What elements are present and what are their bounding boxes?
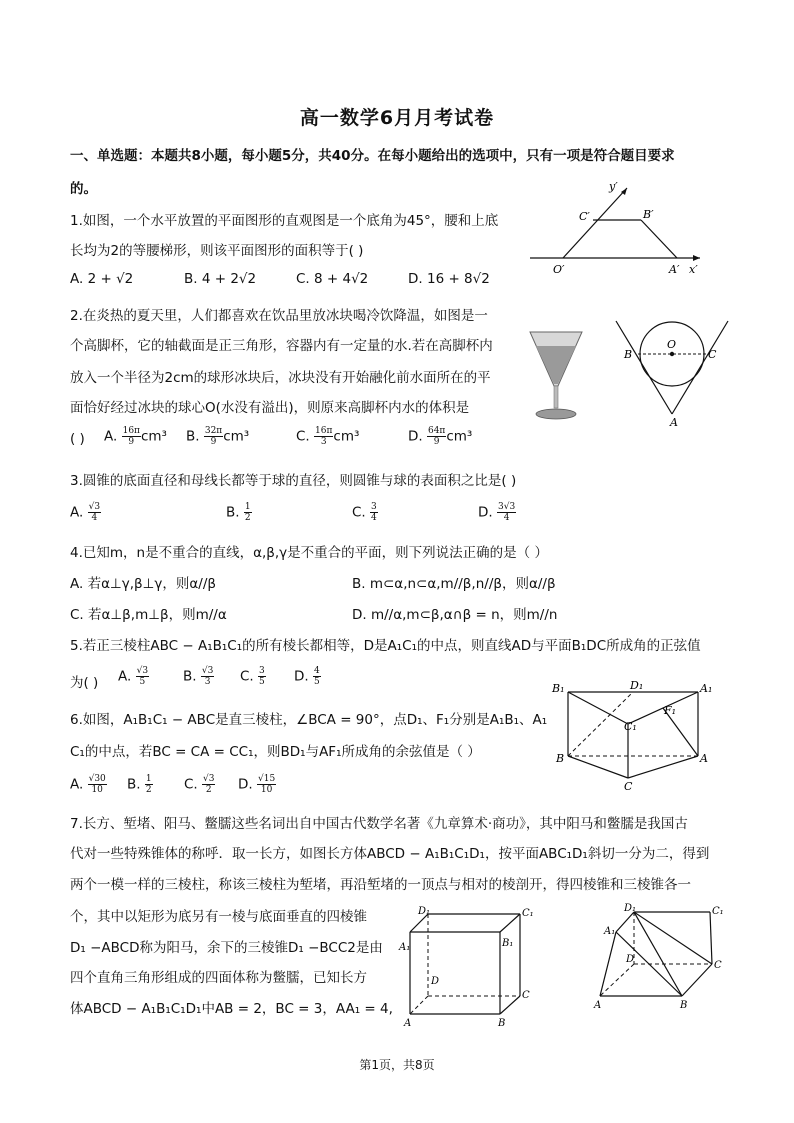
q3-option-b[interactable]: B. $\frac{1}{2}$ bbox=[226, 502, 251, 523]
q5-answer-blank: 为( ) bbox=[70, 675, 99, 691]
q2-option-b[interactable]: B. $\frac{32\pi}{9}$ cm³ bbox=[186, 426, 250, 447]
q6-option-c[interactable]: C. $\frac{√3}{2}$ bbox=[184, 774, 215, 795]
fig7b-label-d: D bbox=[626, 954, 635, 965]
fig7a-label-c: C bbox=[522, 990, 530, 1001]
q7-cuboid-figure bbox=[398, 902, 540, 1030]
q7-line4: 个，其中以矩形为底另有一棱与底面垂直的四棱锥 bbox=[70, 909, 367, 925]
fig6-label-f1: F₁ bbox=[664, 704, 677, 717]
q6-option-b[interactable]: B. $\frac{1}{2}$ bbox=[127, 774, 152, 795]
q5-line1: 5.若正三棱柱ABC − A₁B₁C₁的所有棱长都相等，D是A₁C₁的中点，则直线AD与平面B₁DC所成角的正弦值 bbox=[70, 638, 701, 654]
q6-option-d[interactable]: D. $\frac{√15}{10}$ bbox=[238, 774, 276, 795]
q7-line7: 体ABCD − A₁B₁C₁D₁中AB = 2，BC = 3，AA₁ = 4, bbox=[70, 1001, 393, 1017]
fig1-label-o: O′ bbox=[553, 263, 565, 276]
q6-line2: C₁的中点，若BC = CA = CC₁，则BD₁与AF₁所成角的余弦值是（ ） bbox=[70, 744, 481, 760]
section-heading: 一、单选题：本题共8小题，每小题5分，共40分。在每小题给出的选项中，只有一项是符合题目要求 bbox=[70, 148, 675, 164]
q7-line2: 代对一些特殊锥体的称呼．取一长方，如图长方体ABCD − A₁B₁C₁D₁，按平面ABC₁D₁斜切一分为二，得到 bbox=[70, 846, 710, 862]
fig7a-label-c1: C₁ bbox=[522, 908, 534, 919]
q7-line5: D₁ −ABCD称为阳马，余下的三棱锥D₁ −BCC2是由 bbox=[70, 940, 383, 956]
fig7a-label-a: A bbox=[404, 1018, 412, 1029]
q7-cut-solid-figure bbox=[590, 900, 730, 1012]
q3-option-d[interactable]: D. $\frac{3√3}{4}$ bbox=[478, 502, 516, 523]
q2-option-c[interactable]: C. $\frac{16\pi}{3}$ cm³ bbox=[296, 426, 360, 447]
q1-option-d[interactable]: D. 16 + 8√2 bbox=[408, 271, 490, 287]
fig6-label-c1: C₁ bbox=[624, 720, 637, 733]
q5-option-c[interactable]: C. $\frac{3}{5}$ bbox=[240, 666, 265, 687]
fig7b-label-c: C bbox=[714, 960, 722, 971]
section-heading-cont: 的。 bbox=[70, 181, 97, 197]
fig6-label-d1: D₁ bbox=[630, 679, 644, 692]
fig7a-label-d: D bbox=[431, 976, 440, 987]
q4-option-d[interactable]: D. m//α,m⊂β,α∩β = n，则m//n bbox=[352, 607, 558, 623]
page-footer: 第1页，共8页 bbox=[359, 1058, 435, 1072]
q2-option-d[interactable]: D. $\frac{64\pi}{9}$ cm³ bbox=[408, 426, 473, 447]
q1-line1: 1.如图，一个水平放置的平面图形的直观图是一个底角为45°，腰和上底 bbox=[70, 213, 499, 229]
q5-option-a[interactable]: A. $\frac{√3}{5}$ bbox=[118, 666, 149, 687]
q1-line2: 长均为2的等腰梯形，则该平面图形的面积等于( ) bbox=[70, 243, 364, 259]
fig7a-label-b: B bbox=[498, 1018, 506, 1029]
fig1-label-a: A′ bbox=[669, 263, 680, 276]
q4-option-a[interactable]: A. 若α⊥γ,β⊥γ，则α//β bbox=[70, 576, 216, 592]
fig2-label-o: O bbox=[667, 338, 677, 351]
fig1-label-b: B′ bbox=[643, 208, 654, 221]
fig6-label-b: B bbox=[556, 752, 565, 765]
fig7a-label-d1: D₁ bbox=[418, 906, 431, 917]
q7-line1: 7.长方、堑堵、阳马、鳖臑这些名词出自中国古代数学名著《九章算术·商功》，其中阳马和鳖臑是我国古 bbox=[70, 816, 688, 832]
q2-answer-blank: ( ) bbox=[70, 431, 85, 447]
fig7b-label-a1: A₁ bbox=[604, 926, 616, 937]
fig6-label-a: A bbox=[700, 752, 708, 765]
fig7b-label-a: A bbox=[594, 1000, 602, 1011]
q1-option-a[interactable]: A. 2 + √2 bbox=[70, 271, 134, 287]
q7-line3: 两个一模一样的三棱柱，称该三棱柱为堑堵，再沿堑堵的一顶点与相对的棱剖开，得四棱锥和三棱锥各一 bbox=[70, 877, 691, 893]
q4-option-b[interactable]: B. m⊂α,n⊂α,m//β,n//β，则α//β bbox=[352, 576, 556, 592]
fig2-label-a: A bbox=[670, 416, 678, 428]
q4-option-c[interactable]: C. 若α⊥β,m⊥β，则m//α bbox=[70, 607, 227, 623]
q1-option-c[interactable]: C. 8 + 4√2 bbox=[296, 271, 369, 287]
q3-line1: 3.圆锥的底面直径和母线长都等于球的直径，则圆锥与球的表面积之比是( ) bbox=[70, 473, 517, 489]
q6-option-a[interactable]: A. $\frac{√30}{10}$ bbox=[70, 774, 106, 795]
fig6-label-a1: A₁ bbox=[700, 682, 713, 695]
fig1-label-y: y′ bbox=[609, 180, 618, 193]
q2-line4: 面恰好经过冰块的球心O(水没有溢出)，则原来高脚杯内水的体积是 bbox=[70, 400, 470, 416]
q1-trapezoid-figure bbox=[525, 176, 710, 276]
q2-cross-section-figure bbox=[612, 318, 732, 428]
fig1-label-x: x′ bbox=[689, 263, 698, 276]
fig7a-label-a1: A₁ bbox=[399, 942, 411, 953]
fig7b-label-b: B bbox=[680, 1000, 688, 1011]
fig1-label-c: C′ bbox=[579, 210, 590, 223]
fig7a-label-b1: B₁ bbox=[502, 938, 514, 949]
q6-line1: 6.如图，A₁B₁C₁ − ABC是直三棱柱，∠BCA = 90°，点D₁、F₁分别是A₁B₁、A₁ bbox=[70, 712, 548, 728]
fig2-label-c: C bbox=[708, 348, 717, 361]
q3-option-c[interactable]: C. $\frac{3}{4}$ bbox=[352, 502, 377, 523]
q2-line3: 放入一个半径为2cm的球形冰块后，冰块没有开始融化前水面所在的平 bbox=[70, 370, 491, 386]
fig7b-label-c1: C₁ bbox=[712, 906, 724, 917]
fig2-label-b: B bbox=[624, 348, 633, 361]
fig6-label-c: C bbox=[624, 780, 633, 792]
q2-line1: 2.在炎热的夏天里，人们都喜欢在饮品里放冰块喝冷饮降温，如图是一 bbox=[70, 308, 488, 324]
page-title: 高一数学6月月考试卷 bbox=[299, 107, 495, 129]
q2-option-a[interactable]: A. $\frac{16\pi}{9}$ cm³ bbox=[104, 426, 167, 447]
q2-line2: 个高脚杯，它的轴截面是正三角形，容器内有一定量的水.若在高脚杯内 bbox=[70, 338, 493, 354]
q5-option-d[interactable]: D. $\frac{4}{5}$ bbox=[294, 666, 320, 687]
q4-line1: 4.已知m，n是不重合的直线，α,β,γ是不重合的平面，则下列说法正确的是（ ） bbox=[70, 545, 548, 561]
fig7b-label-d1: D₁ bbox=[624, 903, 637, 914]
q5-option-b[interactable]: B. $\frac{√3}{3}$ bbox=[183, 666, 214, 687]
q7-line6: 四个直角三角形组成的四面体称为鳖臑，已知长方 bbox=[70, 970, 367, 986]
goblet-image bbox=[528, 328, 584, 423]
q1-option-b[interactable]: B. 4 + 2√2 bbox=[184, 271, 257, 287]
fig6-label-b1: B₁ bbox=[552, 682, 565, 695]
q6-prism-figure bbox=[548, 678, 716, 792]
q3-option-a[interactable]: A. $\frac{√3}{4}$ bbox=[70, 502, 101, 523]
